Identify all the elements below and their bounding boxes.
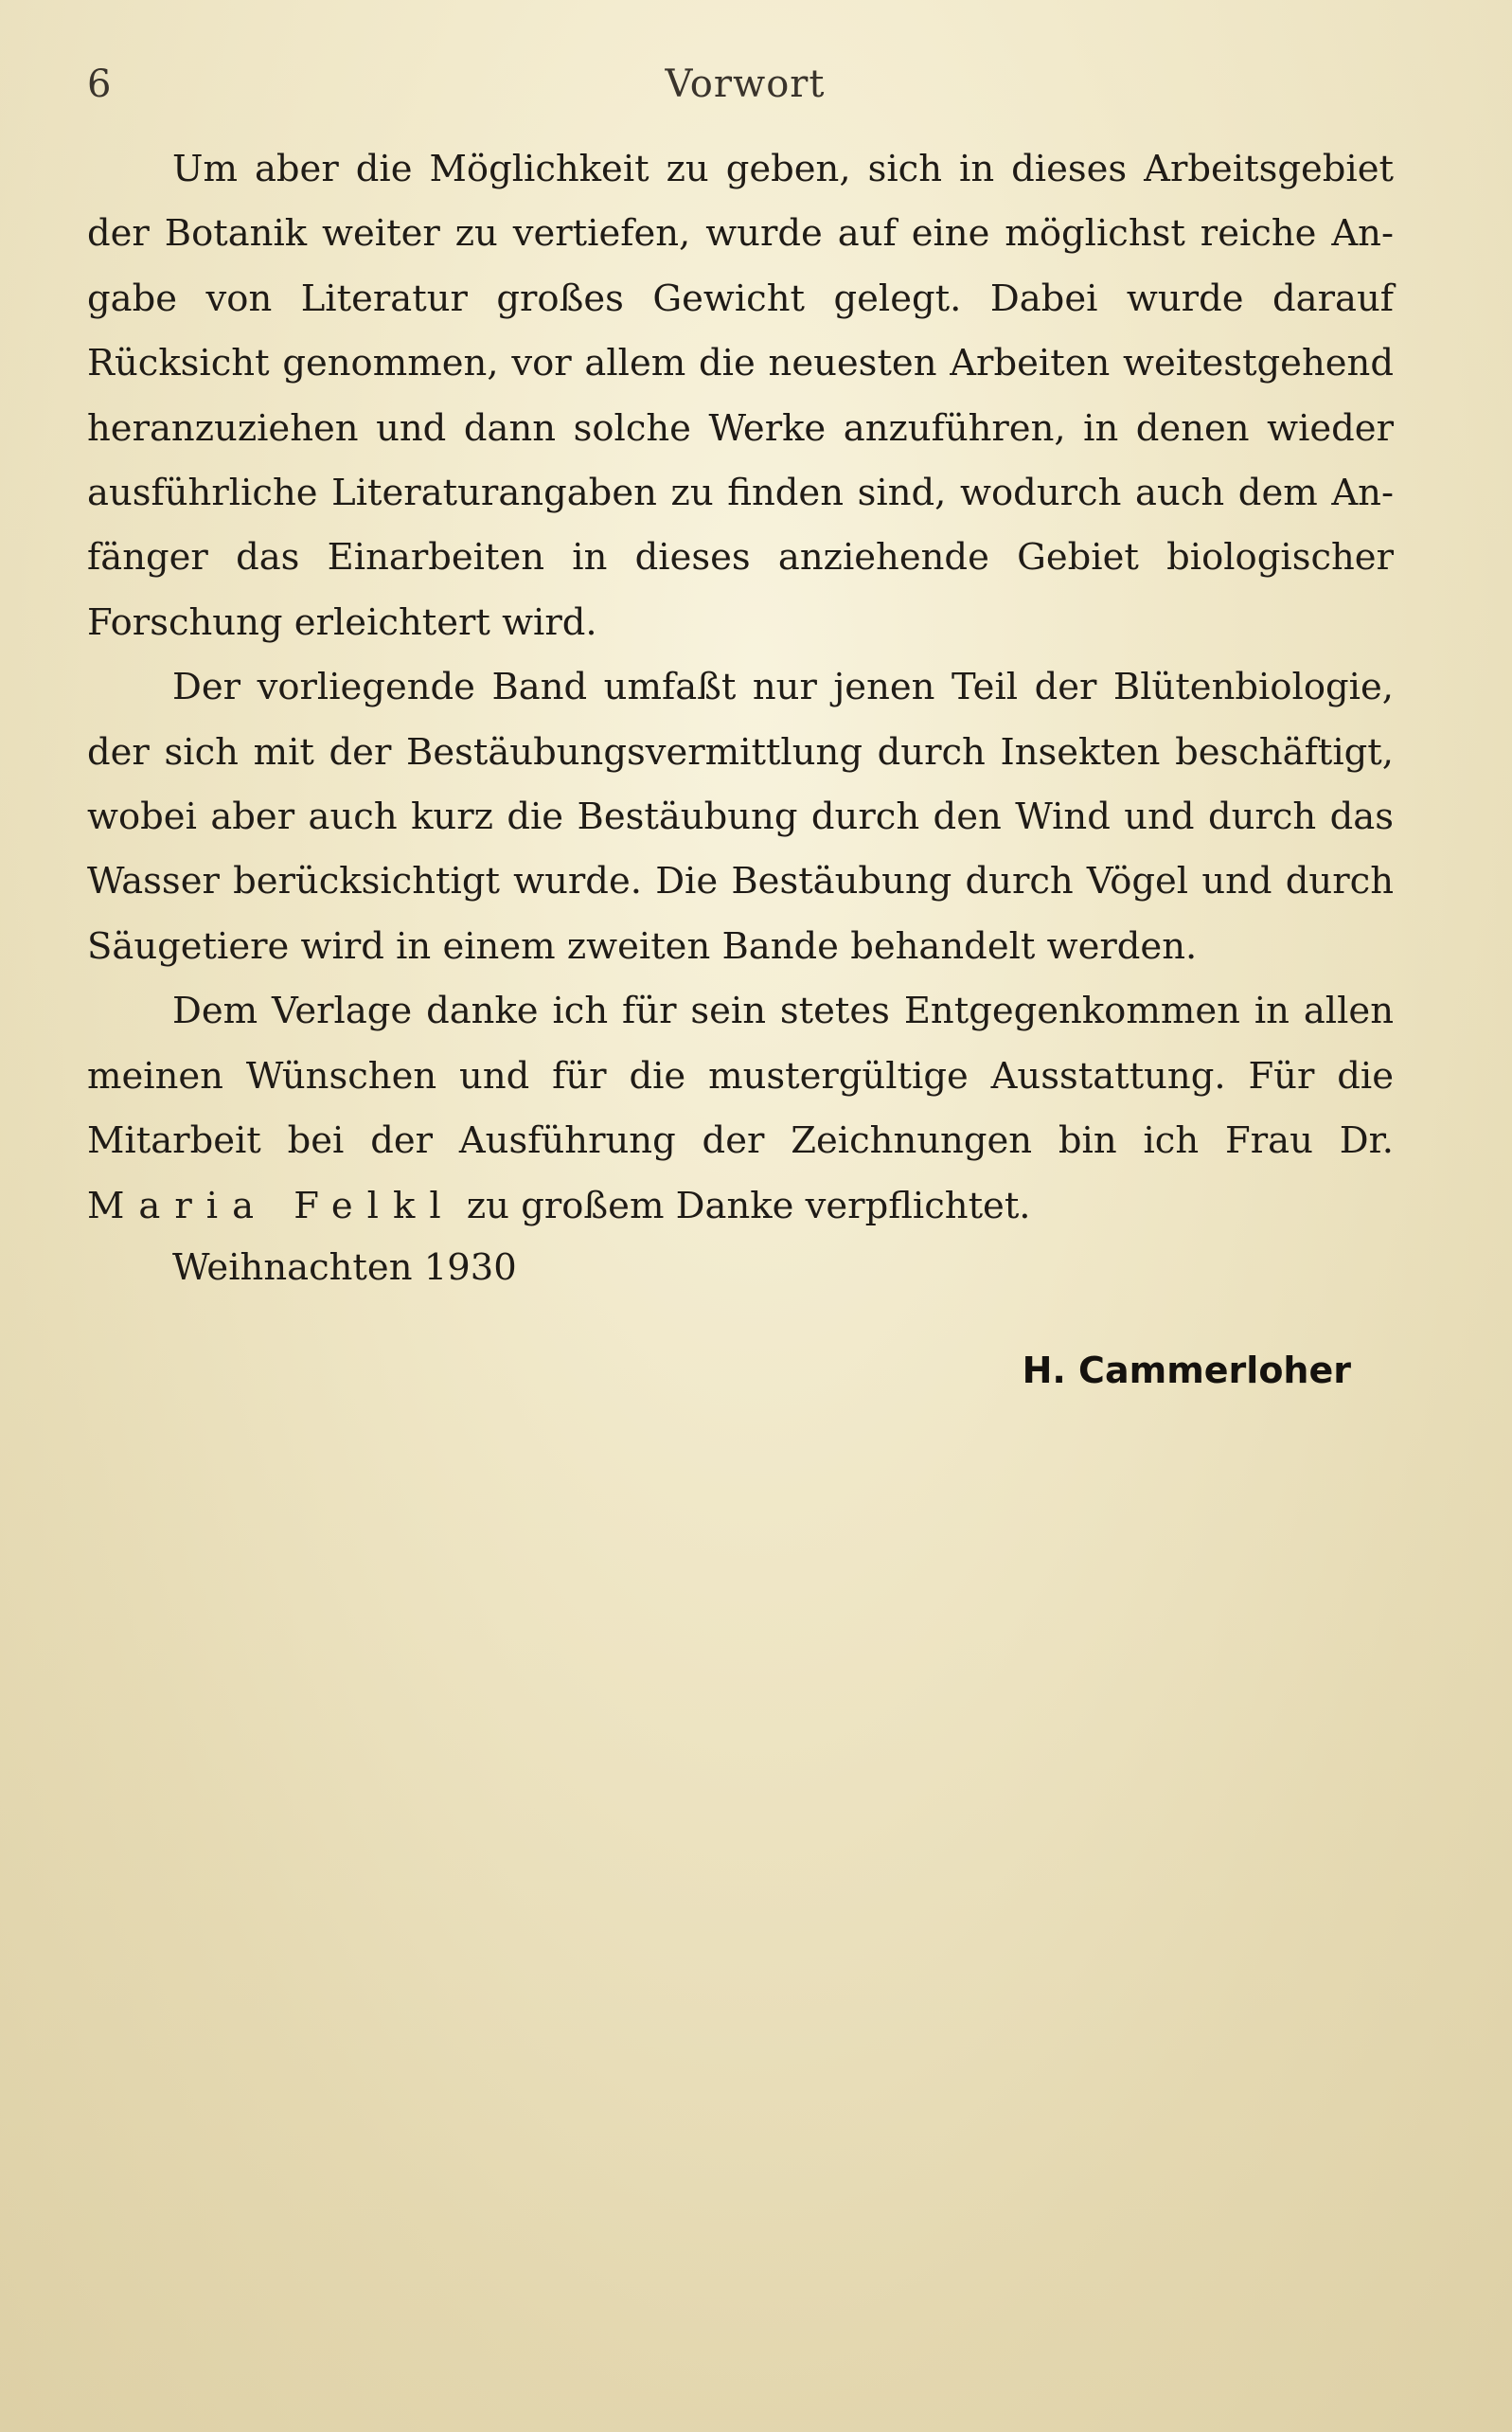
paragraph-literature: Um aber die Möglichkeit zu geben, sich in dieses Arbeitsgebiet der Botanik weiter zu vertiefen, wurde auf eine möglichst reiche Angabe von Literatur großes Gewicht gelegt. Dabei wurde darauf Rücksicht genommen, vor allem die neuesten Arbeiten weitestgehend heranzuziehen und dann solche Werke anzuführen, in denen wieder ausführliche Literaturangaben zu finden sind, wodurch auch dem Anfänger das Einarbeiten in dieses anziehende Gebiet biologischer Forschung erleichtert wird. (87, 148, 1394, 644)
running-head: Vorwort (665, 63, 826, 106)
illustrator-name: Maria Felkl (87, 1184, 455, 1227)
acknowledgements-text-start: Dem Verlage danke ich für sein stetes Entgegenkommen in allen meinen Wünschen und für die mustergültige Ausstattung. Für die Mitarbeit bei der Ausführung der Zeichnungen bin ich Frau Dr. (87, 990, 1394, 1163)
page-header (87, 63, 1403, 119)
page-number: 6 (87, 63, 112, 106)
dateline: Weihnachten 1930 (172, 1246, 517, 1289)
paragraph-scope: Der vorliegende Band umfaßt nur jenen Teil der Blütenbiologie, der sich mit der Bestäubungsvermittlung durch Insekten beschäftigt, wobei aber auch kurz die Bestäubung durch den Wind und durch das Wasser berücksichtigt wurde. Die Bestäubung durch Vögel und durch Säugetiere wird in einem zweiten Bande behandelt werden. (87, 666, 1394, 968)
author-signature: H. Cammerloher (1022, 1350, 1351, 1391)
acknowledgements-text-end: zu großem Danke verpflichtet. (466, 1184, 1031, 1227)
foreword-body (87, 137, 1394, 1239)
paragraph-acknowledgements (87, 979, 1394, 1239)
